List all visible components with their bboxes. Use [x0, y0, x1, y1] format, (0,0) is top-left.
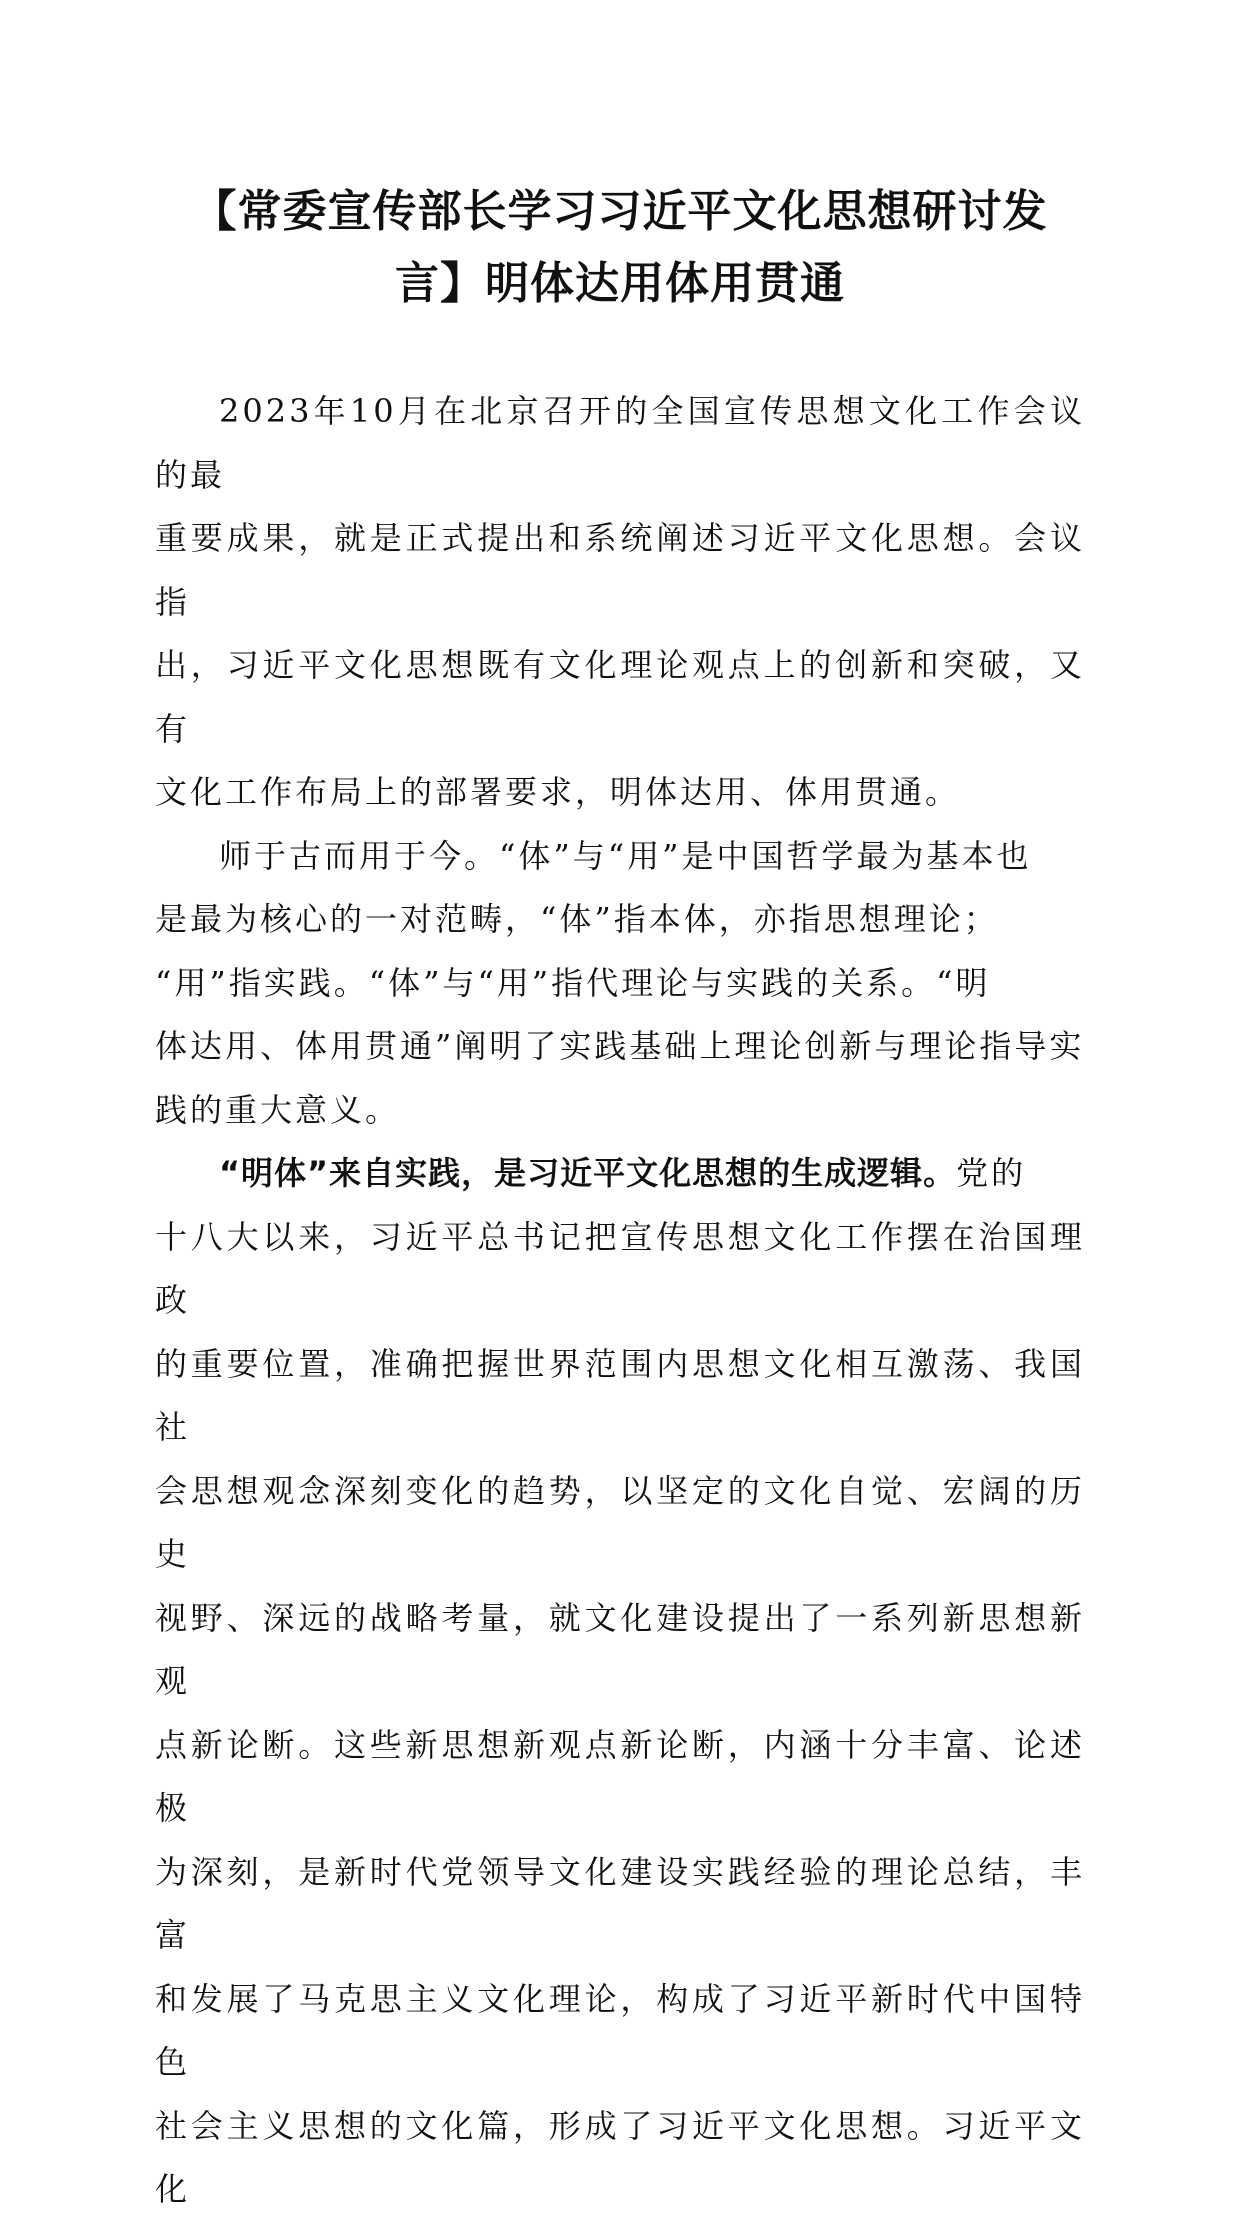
paragraph-line: 点新论断。这些新思想新观点新论断，内涵十分丰富、论述极 — [155, 1725, 1085, 1827]
paragraph-lead-rest: 党的 — [956, 1154, 1027, 1192]
paragraph-line: 会思想观念深刻变化的趋势，以坚定的文化自觉、宏阔的历史 — [155, 1471, 1085, 1573]
paragraph-lead-sentence: “明体”来自实践，是习近平文化思想的生成逻辑。 — [219, 1154, 957, 1192]
paragraph-line: “用”指实践。“体”与“用”指代理论与实践的关系。“明 — [155, 963, 991, 1002]
paragraph-line: 师于古而用于今。“体”与“用”是中国哲学最为基本也 — [219, 836, 1032, 875]
paragraph-line: 十八大以来，习近平总书记把宣传思想文化工作摆在治国理政 — [155, 1217, 1085, 1319]
paragraph-line: 践的重大意义。 — [155, 1090, 401, 1129]
paragraph-line: 社会主义思想的文化篇，形成了习近平文化思想。习近平文化 — [155, 2106, 1085, 2208]
paragraph-line: 视野、深远的战略考量，就文化建设提出了一系列新思想新观 — [155, 1598, 1085, 1700]
paragraph-2 — [155, 825, 1085, 1143]
paragraph-line: 重要成果，就是正式提出和系统阐述习近平文化思想。会议指 — [155, 519, 1085, 621]
paragraph-line: 为深刻，是新时代党领导文化建设实践经验的理论总结，丰富 — [155, 1852, 1085, 1954]
document-body — [155, 380, 1085, 2222]
document-title — [150, 176, 1090, 320]
paragraph-3 — [155, 1142, 1085, 2222]
paragraph-line: 是最为核心的一对范畴，“体”指本体，亦指思想理论； — [155, 900, 999, 938]
paragraph-1 — [155, 380, 1085, 825]
paragraph-line: 出，习近平文化思想既有文化理论观点上的创新和突破，又有 — [155, 646, 1085, 748]
paragraph-line: 和发展了马克思主义文化理论，构成了习近平新时代中国特色 — [155, 1979, 1085, 2081]
paragraph-line: 文化工作布局上的部署要求，明体达用、体用贯通。 — [155, 773, 961, 811]
paragraph-line: 体达用、体用贯通”阐明了实践基础上理论创新与理论指导实 — [155, 1027, 1085, 1065]
title-line-1: 【常委宣传部长学习习近平文化思想研讨发 — [192, 186, 1048, 237]
title-line-2: 言】明体达用体用贯通 — [395, 258, 845, 309]
paragraph-first-line — [155, 1142, 1085, 1206]
paragraph-line: 2023年10月在北京召开的全国宣传思想文化工作会议的最 — [155, 392, 1085, 494]
paragraph-line: 的重要位置，准确把握世界范围内思想文化相互激荡、我国社 — [155, 1344, 1085, 1446]
